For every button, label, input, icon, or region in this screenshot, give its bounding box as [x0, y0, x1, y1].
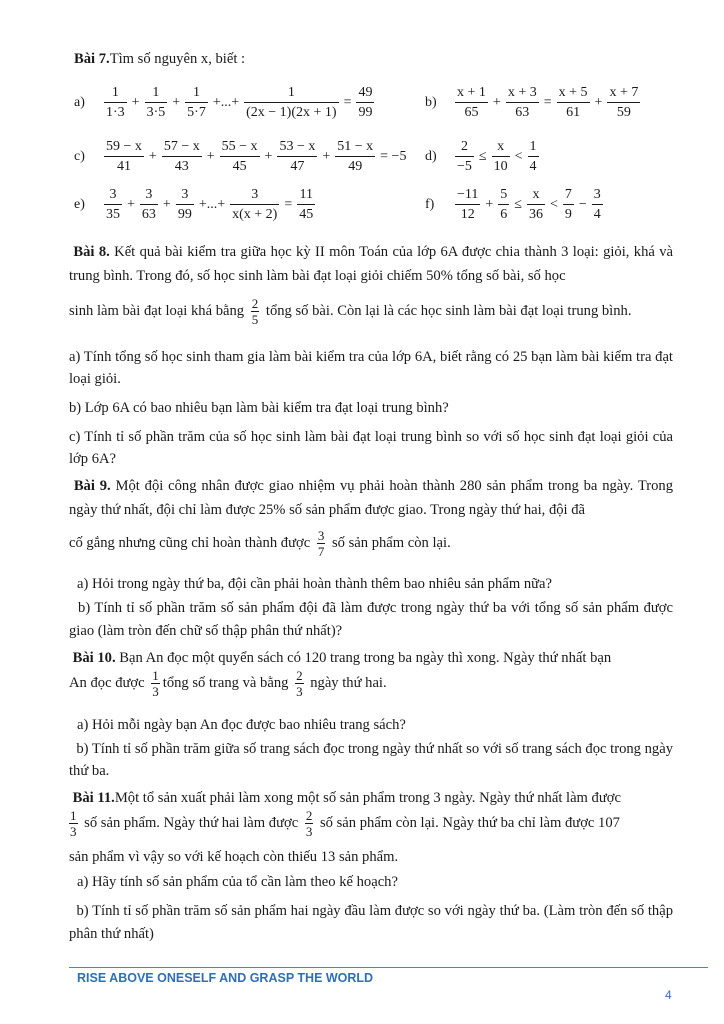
fraction: $\frac{49}{99}$ — [358, 85, 373, 120]
bai8-title: Bài 8. — [73, 244, 110, 260]
page-number: 4 — [665, 988, 672, 1002]
label-a: a) — [74, 94, 85, 110]
fraction: $\frac{1}{3}$ — [152, 668, 159, 699]
bai11-question-a: a) Hãy tính số sản phẩm của tổ cần làm theo kế hoạch? — [77, 874, 398, 890]
bai8-question-c: c) Tính tỉ số phần trăm của số học sinh làm bài đạt loại trung bình so với số học sinh đạt loại giỏi của lớp 6A? — [69, 429, 673, 467]
fraction: $\frac{x}{10}$ — [493, 139, 508, 174]
fraction: $\frac{7}{9}$ — [564, 187, 572, 222]
bai9-title: Bài 9. — [73, 478, 111, 494]
footer-divider — [69, 967, 708, 968]
fraction: $\frac{-11}{12}$ — [457, 187, 479, 222]
bai11-line-fraction: $\frac{1}{3}$ số sản phẩm. Ngày thứ hai làm được $\frac{2}{3}$ số sản phẩm còn lại. Ngày thứ ba chỉ làm được 107 — [70, 808, 620, 839]
fraction: $\frac{3}{35}$ — [106, 187, 120, 222]
fraction: $\frac{1}{3}$ — [70, 808, 77, 839]
bai11-title: Bài 11. — [72, 790, 115, 806]
bai9-line-fraction: cố gắng nhưng cũng chỉ hoàn thành được $\frac{3}{7}$ số sản phẩm còn lại. — [69, 528, 451, 559]
label-d: d) — [425, 148, 437, 164]
bai7-equation-c: c) $\frac{59 - x}{41}$ + $\frac{57 - x}{43}$ + $\frac{55 - x}{45}$ + $\frac{53 - x}{47}$ + $\frac{51 - x}{49}$ = −5 — [74, 139, 407, 174]
fraction: $\frac{x}{36}$ — [528, 187, 543, 222]
bai7-equation-d: d) $\frac{2}{-5}$ ≤ $\frac{x}{10}$ < $\frac{1}{4}$ — [425, 139, 537, 174]
bai10-question-a: a) Hỏi mỗi ngày bạn An đọc được bao nhiêu trang sách? — [77, 717, 406, 733]
bai7-equation-e: e) $\frac{3}{35}$ + $\frac{3}{63}$ + $\frac{3}{99}$ +...+ $\frac{3}{x(x + 2)}$ = $\frac{11}{45}$ — [74, 187, 314, 222]
fraction: $\frac{57 - x}{43}$ — [163, 139, 200, 174]
footer-slogan: RISE ABOVE ONESELF AND GRASP THE WORLD — [77, 971, 374, 985]
bai11-line-3: sản phẩm vì vậy so với kế hoạch còn thiếu 13 sản phẩm. — [69, 849, 399, 865]
bai7-equation-b: b) $\frac{x + 1}{65}$ + $\frac{x + 3}{63}$ = $\frac{x + 5}{61}$ + $\frac{x + 7}{59}$ — [425, 85, 639, 120]
bai8-statement: Bài 8. Kết quả bài kiểm tra giữa học kỳ II môn Toán của lớp 6A được chia thành 3 loại: giỏi, khá và trung bình. Trong đó, số học sinh làm bài đạt loại giỏi chiếm 50% tổng số bài, số học — [69, 244, 673, 284]
bai8-question-a: a) Tính tổng số học sinh tham gia làm bài kiểm tra của lớp 6A, biết rằng có 25 bạn làm bài kiểm tra đạt loại giỏi. — [69, 349, 673, 387]
fraction: $\frac{x + 7}{59}$ — [609, 85, 639, 120]
fraction: $\frac{5}{6}$ — [500, 187, 508, 222]
fraction: $\frac{2}{3}$ — [296, 668, 303, 699]
fraction: $\frac{1}{(2x - 1)(2x + 1)}$ — [246, 85, 337, 120]
label-f: f) — [425, 196, 435, 212]
bai10-title: Bài 10. — [72, 650, 116, 666]
bai9-statement: Bài 9. Một đội công nhân được giao nhiệm vụ phải hoàn thành 280 sản phẩm trong ba ngày. Trong ngày thứ nhất, đội chỉ làm được 25% số sản phẩm được giao. Trong ngày thứ hai, đội đã — [69, 478, 673, 518]
bai11-statement: Bài 11.Một tổ sản xuất phải làm xong một số sản phẩm trong 3 ngày. Ngày thứ nhất làm được — [72, 790, 621, 806]
fraction: $\frac{53 - x}{47}$ — [279, 139, 316, 174]
bai8-question-b: b) Lớp 6A có bao nhiêu bạn làm bài kiểm tra đạt loại trung bình? — [69, 400, 449, 416]
fraction: $\frac{3}{7}$ — [317, 528, 325, 559]
fraction: $\frac{3}{99}$ — [177, 187, 192, 222]
fraction: $\frac{2}{5}$ — [251, 296, 259, 327]
fraction: $\frac{59 - x}{41}$ — [106, 139, 142, 174]
bai10-question-b: b) Tính tỉ số phần trăm giữa số trang sách đọc trong ngày thứ nhất so với số trang sách đọc trong ngày thứ ba. — [69, 741, 673, 779]
bai7-equation-f: f) $\frac{-11}{12}$ + $\frac{5}{6}$ ≤ $\frac{x}{36}$ < $\frac{7}{9}$ − $\frac{3}{4}$ — [425, 187, 601, 222]
bai11-question-b: b) Tính tỉ số phần trăm số sản phẩm hai ngày đầu làm được so với ngày thứ ba. (Làm tròn đến số thập phân thứ nhất) — [69, 903, 673, 942]
bai7-intro: Tìm số nguyên x, biết : — [109, 51, 246, 67]
bai7-title: Bài 7. — [74, 51, 110, 67]
fraction: $\frac{51 - x}{49}$ — [337, 139, 374, 174]
fraction: $\frac{2}{3}$ — [305, 808, 313, 839]
bai9-question-a: a) Hỏi trong ngày thứ ba, đội cần phải hoàn thành thêm bao nhiêu sản phẩm nữa? — [77, 576, 552, 592]
fraction: $\frac{55 - x}{45}$ — [221, 139, 258, 174]
bai7-heading — [74, 51, 245, 68]
fraction: $\frac{11}{45}$ — [299, 187, 314, 222]
fraction: $\frac{3}{4}$ — [593, 187, 601, 222]
fraction: $\frac{1}{5\cdot 7}$ — [187, 85, 206, 120]
fraction: $\frac{1}{4}$ — [529, 139, 537, 174]
bai10-statement: Bài 10. Bạn An đọc một quyển sách có 120 trang trong ba ngày thì xong. Ngày thứ nhất bạn — [72, 650, 612, 666]
fraction: $\frac{1}{3\cdot 5}$ — [146, 85, 166, 120]
fraction: $\frac{3}{x(x + 2)}$ — [232, 187, 278, 222]
bai9-question-b: b) Tính tỉ số phần trăm số sản phẩm đội đã làm được trong ngày thứ ba với tổng số sản phẩm được giao (làm tròn đến chữ số thập phân thứ nhất)? — [69, 600, 673, 639]
bai10-line-fraction: An đọc được $\frac{1}{3}$ tổng số trang và bằng $\frac{2}{3}$ ngày thứ hai. — [69, 668, 387, 699]
fraction: $\frac{1}{1\cdot 3}$ — [106, 85, 125, 120]
label-c: c) — [74, 148, 85, 164]
label-e: e) — [74, 196, 85, 212]
fraction: $\frac{2}{-5}$ — [457, 139, 472, 174]
bai7-equation-a: a) $\frac{1}{1\cdot 3}$ + $\frac{1}{3\cdot 5}$ + $\frac{1}{5\cdot 7}$ +...+ $\frac{1}{(2x - 1)(2x + 1)}$ = $\frac{49}{99}$ — [74, 85, 373, 120]
label-b: b) — [425, 94, 437, 110]
fraction: $\frac{3}{63}$ — [141, 187, 156, 222]
fraction: $\frac{x + 3}{63}$ — [507, 85, 537, 120]
fraction: $\frac{x + 5}{61}$ — [558, 85, 588, 120]
fraction: $\frac{x + 1}{65}$ — [457, 85, 486, 120]
bai8-line-fraction: sinh làm bài đạt loại khá bằng $\frac{2}{5}$ tổng số bài. Còn lại là các học sinh làm bài đạt loại trung bình. — [69, 296, 632, 327]
